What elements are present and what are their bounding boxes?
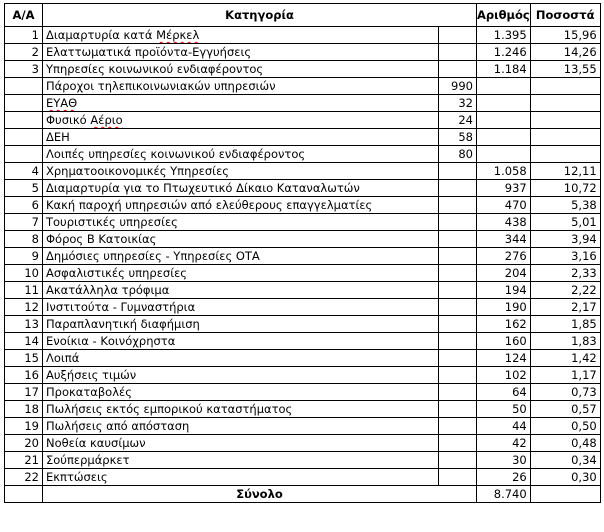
total-label: Σύνολο xyxy=(43,486,477,503)
row-count: 64 xyxy=(477,384,531,401)
row-aa: 3 xyxy=(5,61,43,78)
table-row xyxy=(5,265,601,282)
row-percent: 5,38 xyxy=(530,197,600,214)
row-percent: 0,30 xyxy=(530,469,600,486)
row-sub-count xyxy=(439,299,477,316)
row-aa: 11 xyxy=(5,282,43,299)
row-count: 276 xyxy=(477,248,531,265)
table-row xyxy=(5,282,601,299)
row-percent: 14,26 xyxy=(530,44,600,61)
row-percent xyxy=(530,146,600,163)
row-aa: 18 xyxy=(5,401,43,418)
table-row xyxy=(5,418,601,435)
row-count: 50 xyxy=(477,401,531,418)
row-aa xyxy=(5,146,43,163)
row-aa: 17 xyxy=(5,384,43,401)
header-row xyxy=(5,4,601,27)
row-sub-count: 990 xyxy=(439,78,477,95)
row-percent: 1,85 xyxy=(530,316,600,333)
row-aa: 14 xyxy=(5,333,43,350)
row-sub-count: 58 xyxy=(439,129,477,146)
table-row xyxy=(5,435,601,452)
row-category: Ινστιτούτα - Γυμναστήρια xyxy=(43,299,439,316)
spellcheck-word: ΕΥΑΘ xyxy=(46,96,78,110)
table-row xyxy=(5,316,601,333)
row-category: Παραπλανητική διαφήμιση xyxy=(43,316,439,333)
row-category: Ασφαλιστικές υπηρεσίες xyxy=(43,265,439,282)
row-sub-count: 32 xyxy=(439,95,477,112)
table-row xyxy=(5,78,601,95)
row-aa: 15 xyxy=(5,350,43,367)
row-sub-count xyxy=(439,367,477,384)
row-percent xyxy=(530,78,600,95)
table-row xyxy=(5,146,601,163)
header-count: Αριθμός xyxy=(477,4,531,27)
row-aa xyxy=(5,129,43,146)
row-category: Λοιπές υπηρεσίες κοινωνικού ενδιαφέροντος xyxy=(43,146,439,163)
row-aa: 16 xyxy=(5,367,43,384)
table-row xyxy=(5,44,601,61)
row-sub-count: 80 xyxy=(439,146,477,163)
complaints-table xyxy=(4,3,601,503)
table-row xyxy=(5,384,601,401)
row-aa: 7 xyxy=(5,214,43,231)
row-percent: 1,17 xyxy=(530,367,600,384)
row-category: Φυσικό Αέριο xyxy=(43,112,439,129)
row-percent: 5,01 xyxy=(530,214,600,231)
row-category: Λοιπά xyxy=(43,350,439,367)
table-row xyxy=(5,95,601,112)
row-count: 26 xyxy=(477,469,531,486)
row-category: Ακατάλληλα τρόφιμα xyxy=(43,282,439,299)
table-row xyxy=(5,248,601,265)
row-category: Σούπερμάρκετ xyxy=(43,452,439,469)
row-count: 344 xyxy=(477,231,531,248)
header-category: Κατηγορία xyxy=(43,4,477,27)
row-percent: 0,73 xyxy=(530,384,600,401)
row-aa xyxy=(5,78,43,95)
row-count: 1.184 xyxy=(477,61,531,78)
row-count: 194 xyxy=(477,282,531,299)
row-sub-count xyxy=(439,316,477,333)
row-count: 162 xyxy=(477,316,531,333)
table-row xyxy=(5,469,601,486)
row-count: 1.246 xyxy=(477,44,531,61)
row-category: Τουριστικές υπηρεσίες xyxy=(43,214,439,231)
row-category: Πωλήσεις εκτός εμπορικού καταστήματος xyxy=(43,401,439,418)
table-row xyxy=(5,367,601,384)
row-count xyxy=(477,129,531,146)
table-row xyxy=(5,299,601,316)
row-sub-count xyxy=(439,27,477,44)
row-aa: 2 xyxy=(5,44,43,61)
row-percent: 2,33 xyxy=(530,265,600,282)
row-sub-count xyxy=(439,231,477,248)
row-percent: 0,48 xyxy=(530,435,600,452)
row-percent xyxy=(530,112,600,129)
row-aa: 22 xyxy=(5,469,43,486)
table-row xyxy=(5,197,601,214)
row-count xyxy=(477,146,531,163)
total-percent-cell xyxy=(530,486,600,503)
row-sub-count xyxy=(439,265,477,282)
row-sub-count xyxy=(439,469,477,486)
row-sub-count xyxy=(439,435,477,452)
total-aa-cell xyxy=(5,486,43,503)
row-aa: 6 xyxy=(5,197,43,214)
row-percent: 2,17 xyxy=(530,299,600,316)
header-aa: Α/Α xyxy=(5,4,43,27)
row-category: Πωλήσεις από απόσταση xyxy=(43,418,439,435)
table-row xyxy=(5,214,601,231)
row-category: Διαμαρτυρία κατά Μέρκελ xyxy=(43,27,439,44)
row-count: 42 xyxy=(477,435,531,452)
row-sub-count: 24 xyxy=(439,112,477,129)
row-percent: 2,22 xyxy=(530,282,600,299)
row-count xyxy=(477,78,531,95)
row-aa: 12 xyxy=(5,299,43,316)
row-category: ΔΕΗ xyxy=(43,129,439,146)
row-category xyxy=(43,95,439,112)
row-percent: 0,34 xyxy=(530,452,600,469)
row-count: 102 xyxy=(477,367,531,384)
row-percent: 1,83 xyxy=(530,333,600,350)
row-percent: 12,11 xyxy=(530,163,600,180)
row-count: 937 xyxy=(477,180,531,197)
row-category: Υπηρεσίες κοινωνικού ενδιαφέροντος xyxy=(43,61,439,78)
row-category: Διαμαρτυρία για το Πτωχευτικό Δίκαιο Καταναλωτών xyxy=(43,180,439,197)
row-category: Φόρος Β Κατοικίας xyxy=(43,231,439,248)
row-count: 30 xyxy=(477,452,531,469)
row-category: Δημόσιες υπηρεσίες - Υπηρεσίες ΟΤΑ xyxy=(43,248,439,265)
row-sub-count xyxy=(439,350,477,367)
row-aa: 5 xyxy=(5,180,43,197)
row-count: 438 xyxy=(477,214,531,231)
row-category: Νοθεία καυσίμων xyxy=(43,435,439,452)
table-row xyxy=(5,231,601,248)
row-count: 160 xyxy=(477,333,531,350)
row-sub-count xyxy=(439,44,477,61)
row-percent: 3,94 xyxy=(530,231,600,248)
row-count: 204 xyxy=(477,265,531,282)
row-aa: 19 xyxy=(5,418,43,435)
table-row xyxy=(5,452,601,469)
row-aa xyxy=(5,112,43,129)
row-aa: 10 xyxy=(5,265,43,282)
row-sub-count xyxy=(439,61,477,78)
row-percent: 0,50 xyxy=(530,418,600,435)
row-sub-count xyxy=(439,248,477,265)
row-count: 470 xyxy=(477,197,531,214)
row-percent: 3,16 xyxy=(530,248,600,265)
row-count xyxy=(477,112,531,129)
spellcheck-word: Μέρκελ xyxy=(156,28,200,42)
row-category: Εκπτώσεις xyxy=(43,469,439,486)
table-row xyxy=(5,333,601,350)
row-count: 190 xyxy=(477,299,531,316)
table-row xyxy=(5,401,601,418)
row-count: 44 xyxy=(477,418,531,435)
row-percent xyxy=(530,129,600,146)
row-category: Κακή παροχή υπηρεσιών από ελεύθερους επαγγελματίες xyxy=(43,197,439,214)
row-sub-count xyxy=(439,401,477,418)
table-row xyxy=(5,112,601,129)
table-row xyxy=(5,27,601,44)
row-sub-count xyxy=(439,163,477,180)
row-category: Αυξήσεις τιμών xyxy=(43,367,439,384)
table-row xyxy=(5,163,601,180)
header-percent: Ποσοστά xyxy=(530,4,600,27)
table-row xyxy=(5,350,601,367)
row-aa: 8 xyxy=(5,231,43,248)
row-count xyxy=(477,95,531,112)
row-aa: 13 xyxy=(5,316,43,333)
row-sub-count xyxy=(439,333,477,350)
row-count: 124 xyxy=(477,350,531,367)
row-percent: 15,96 xyxy=(530,27,600,44)
table-row xyxy=(5,129,601,146)
row-category: Πάροχοι τηλεπικοινωνιακών υπηρεσιών xyxy=(43,78,439,95)
row-sub-count xyxy=(439,452,477,469)
row-category: Χρηματοοικονομικές Υπηρεσίες xyxy=(43,163,439,180)
row-sub-count xyxy=(439,197,477,214)
row-percent: 13,55 xyxy=(530,61,600,78)
row-sub-count xyxy=(439,418,477,435)
row-category: Ελαττωματικά προϊόντα-Εγγυήσεις xyxy=(43,44,439,61)
row-aa: 1 xyxy=(5,27,43,44)
table-row xyxy=(5,61,601,78)
row-percent: 1,42 xyxy=(530,350,600,367)
row-count: 1.058 xyxy=(477,163,531,180)
table-row xyxy=(5,180,601,197)
row-sub-count xyxy=(439,214,477,231)
row-sub-count xyxy=(439,384,477,401)
row-percent: 10,72 xyxy=(530,180,600,197)
row-sub-count xyxy=(439,180,477,197)
total-row xyxy=(5,486,601,503)
row-aa: 21 xyxy=(5,452,43,469)
spellcheck-word: Αέριο xyxy=(90,113,123,127)
row-aa: 20 xyxy=(5,435,43,452)
row-sub-count xyxy=(439,282,477,299)
row-percent: 0,57 xyxy=(530,401,600,418)
row-category: Ενοίκια - Κοινόχρηστα xyxy=(43,333,439,350)
row-count: 1.395 xyxy=(477,27,531,44)
total-count: 8.740 xyxy=(477,486,531,503)
row-aa xyxy=(5,95,43,112)
row-aa: 4 xyxy=(5,163,43,180)
row-aa: 9 xyxy=(5,248,43,265)
row-percent xyxy=(530,95,600,112)
row-category: Προκαταβολές xyxy=(43,384,439,401)
